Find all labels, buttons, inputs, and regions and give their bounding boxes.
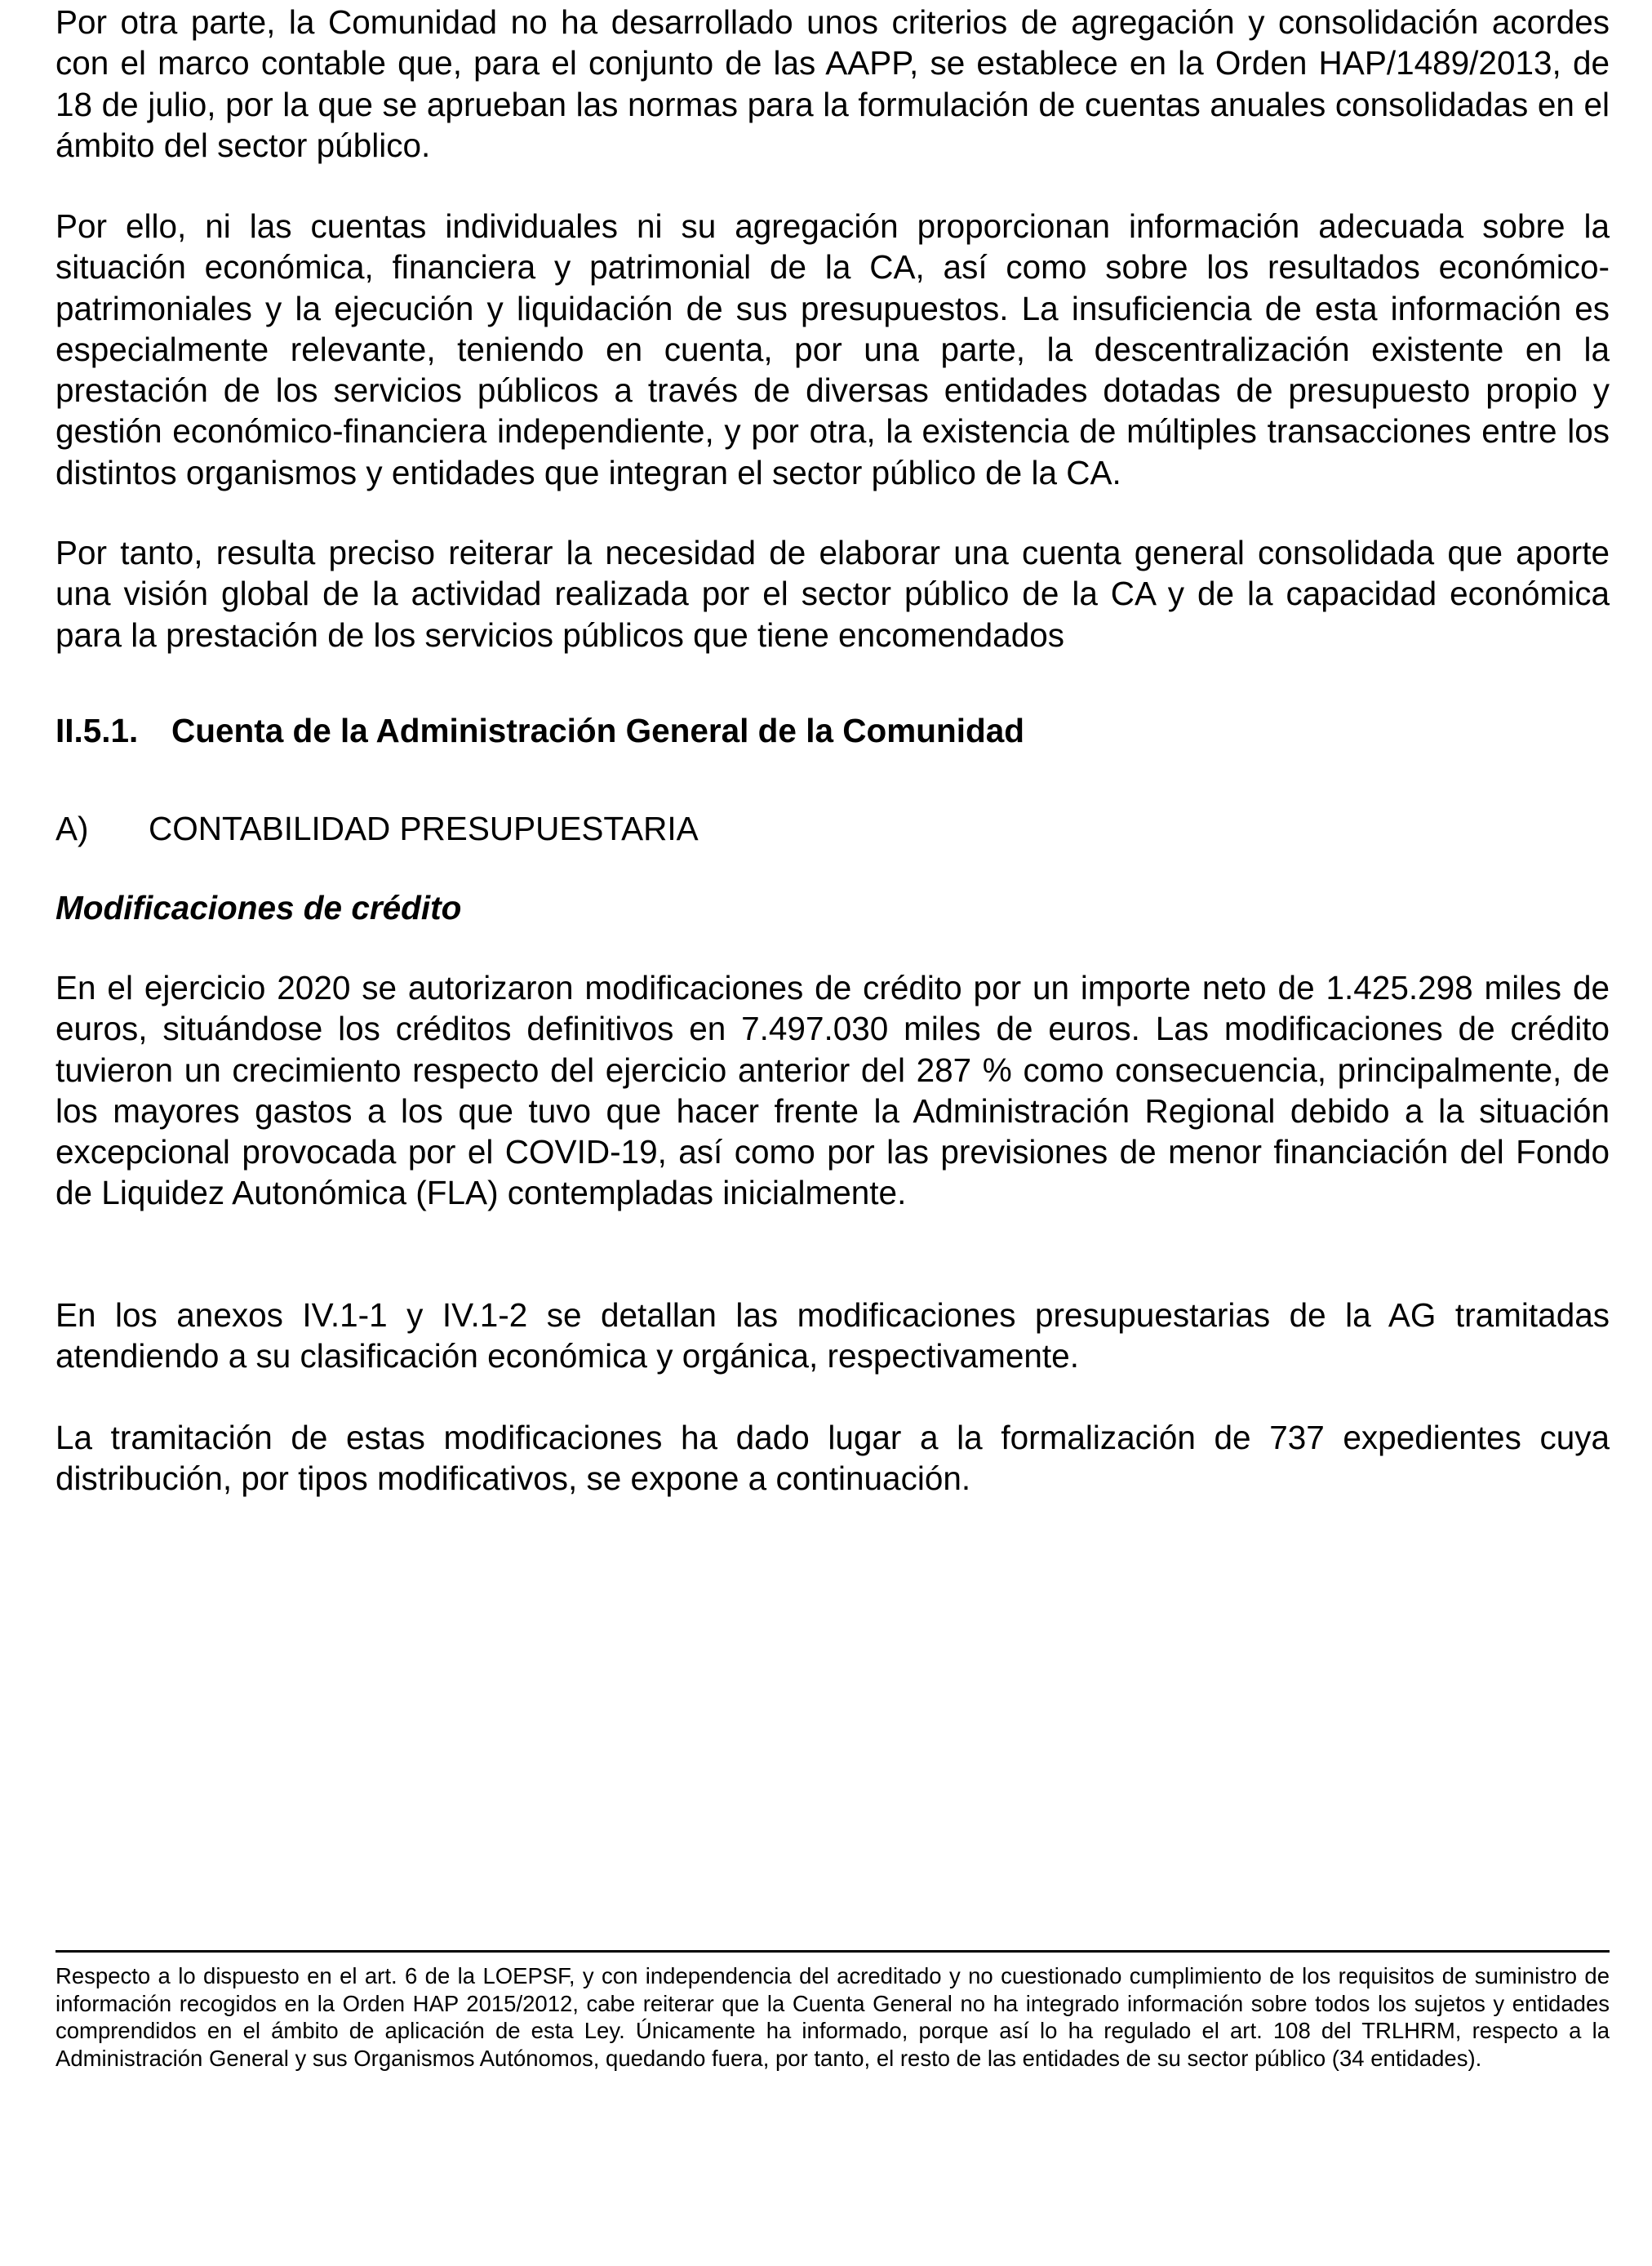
paragraph-insufficient-information: Por ello, ni las cuentas individuales ni su agregación proporcionan información adecuada sobre la situación económica, financiera y patrimonial de la CA, así como sobre los resultados económico-patrimoniales y la ejecución y liquidación de sus presupuestos. La insuficiencia de esta información es especialmente relevante, teniendo en cuenta, por una parte, la descentralización existente en la prestación de los servicios públicos a través de diversas entidades dotadas de presupuesto propio y gestión económico-financiera independiente, y por otra, la existencia de múltiples transacciones entre los distintos organismos y entidades que integran el sector público de la CA.	[56, 207, 1610, 491]
paragraph-consolidated-account-need: Por tanto, resulta preciso reiterar la necesidad de elaborar una cuenta general consolidada que aporte una visión global de la actividad realizada por el sector público de la CA y de la capacidad económica para la prestación de los servicios públicos que tiene encomendados	[56, 534, 1610, 654]
subsection-title: CONTABILIDAD PRESUPUESTARIA	[149, 810, 699, 847]
paragraph-expedientes: La tramitación de estas modificaciones ha dado lugar a la formalización de 737 expedientes cuya distribución, por tipos modificativos, se expone a continuación.	[56, 1419, 1610, 1498]
section-number: II.5.1.	[56, 712, 139, 749]
paragraph-credit-modifications: En el ejercicio 2020 se autorizaron modificaciones de crédito por un importe neto de 1.425.298 miles de euros, situándose los créditos definitivos en 7.497.030 miles de euros. Las modificaciones de crédito tuvieron un crecimiento respecto del ejercicio anterior del 287 % como consecuencia, principalmente, de los mayores gastos a los que tuvo que hacer frente la Administración Regional debido a la situación excepcional provocada por el COVID-19, así como por las previsiones de menor financiación del Fondo de Liquidez Autonómica (FLA) contempladas inicialmente.	[56, 969, 1610, 1212]
credit-modifications-heading: Modificaciones de crédito	[56, 889, 462, 926]
paragraph-consolidation-criteria: Por otra parte, la Comunidad no ha desarrollado unos criterios de agregación y consolidación acordes con el marco contable que, para el conjunto de las AAPP, se establece en la Orden HAP/1489/2013, de 18 de julio, por la que se aprueban las normas para la formulación de cuentas anuales consolidadas en el ámbito del sector público.	[56, 3, 1610, 164]
section-title: Cuenta de la Administración General de la Comunidad	[171, 712, 1024, 749]
paragraph-annexes: En los anexos IV.1-1 y IV.1-2 se detallan las modificaciones presupuestarias de la AG tramitadas atendiendo a su clasificación económica y orgánica, respectivamente.	[56, 1296, 1610, 1375]
document-page	[56, 0, 1610, 2266]
footnote-divider	[56, 1950, 1610, 1953]
section-heading	[56, 710, 1024, 751]
footnote-text: Respecto a lo dispuesto en el art. 6 de la LOEPSF, y con independencia del acreditado y no cuestionado cumplimiento de los requisitos de suministro de información recogidos en la Orden HAP 2015/2012, cabe reiterar que la Cuenta General no ha integrado información sobre todos los sujetos y entidades comprendidos en el ámbito de aplicación de esta Ley. Únicamente ha informado, porque así lo ha regulado el art. 108 del TRLHRM, respecto a la Administración General y sus Organismos Autónomos, quedando fuera, por tanto, el resto de las entidades de su sector público (34 entidades).	[56, 1963, 1610, 2072]
subsection-letter: A)	[56, 810, 89, 847]
subsection-heading	[56, 808, 699, 849]
